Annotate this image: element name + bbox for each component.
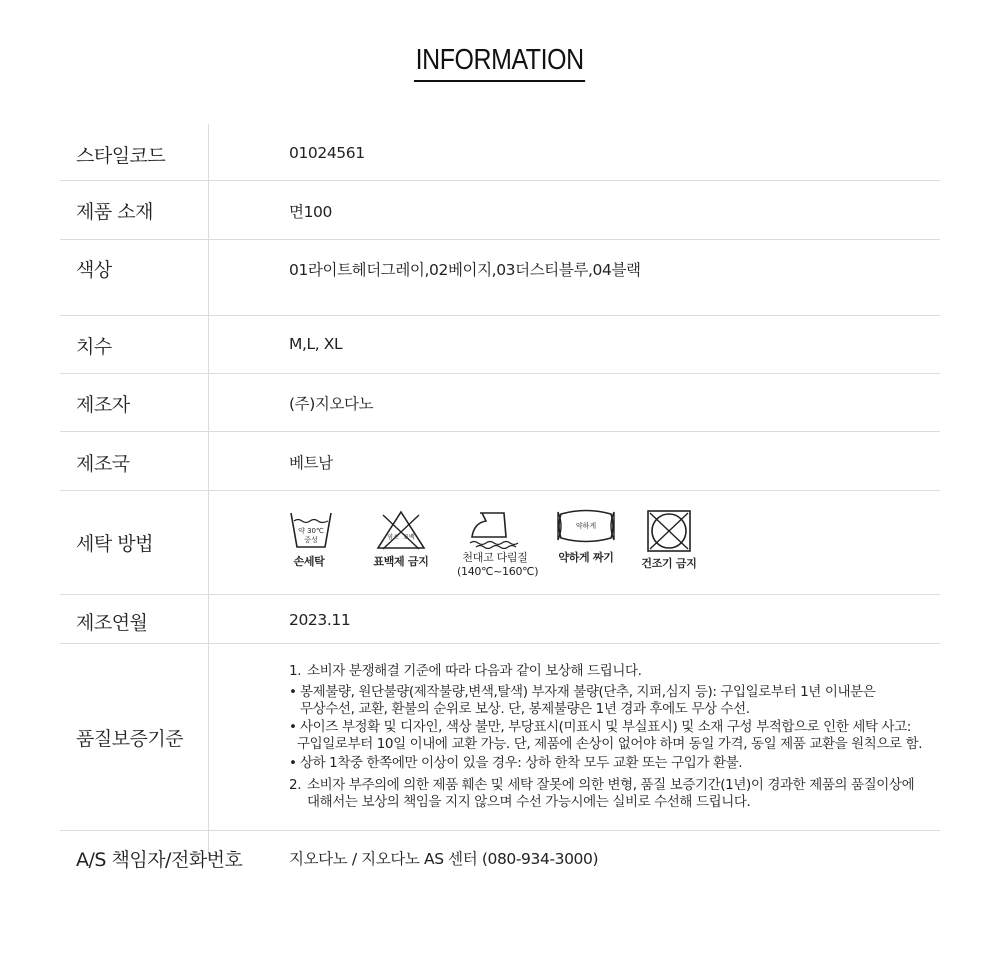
svg-text:염소: 염소 [387,534,399,541]
warranty-bullet-1: • 봉제불량, 원단불량(제작불량,변색,탈색) 부자재 불량(단추, 지퍼,심지 등): 구입일로부터 1년 이내분은 무상수선, 교환, 환불의 순위로 보상. 단, 봉제불량은 1년 경과 후에도 무상 수선. [289,684,876,717]
care-gentle-wring [555,509,617,565]
warranty-bullet-3: • 상하 1착중 한쪽에만 이상이 있을 경우: 상하 한착 모두 교환 또는 구입가 환불. [289,755,743,771]
row-style-code [60,124,940,181]
iron-icon [462,509,528,549]
no-tumble-dry-icon [646,509,692,553]
size-label: 치수 [76,336,112,358]
row-warranty [60,644,940,831]
no-bleach-icon [375,509,427,551]
page-title: INFORMATION [414,44,585,82]
care-hand-wash [289,509,329,569]
color-label: 색상 [76,259,112,281]
style-code-value: 01024561 [289,144,365,162]
info-table [60,124,940,871]
row-wash [60,491,940,595]
as-label: A/S 책임자/전화번호 [76,849,243,871]
row-as [60,831,940,871]
gentle-wring-caption: 약하게 짜기 [558,551,614,564]
gentle-wring-icon [555,509,617,543]
country-label: 제조국 [76,453,130,475]
care-iron [457,509,539,579]
svg-text:중성: 중성 [304,536,318,544]
svg-text:약 30℃: 약 30℃ [298,527,324,535]
svg-text:표백: 표백 [403,534,415,541]
style-code-label: 스타일코드 [76,145,166,167]
warranty-label: 품질보증기준 [76,728,184,750]
care-no-bleach [373,509,429,569]
warranty-bullet-2: • 사이즈 부정확 및 디자인, 색상 불만, 부당표시(미표시 및 부실표시) 및 소재 구성 부적합으로 인한 세탁 사고: 구입일로부터 10일 이내에 교환 가능. 단, 제품에 손상이 없어야 하며 동일 가격, 동일 제품 교환을 원칙으로 함. [289,719,923,752]
maker-value: (주)지오다노 [289,395,374,413]
iron-caption: 천대고 다림질 [462,551,528,564]
country-value: 베트남 [289,454,333,472]
row-country [60,432,940,491]
warranty-item-2: 2. 소비자 부주의에 의한 제품 훼손 및 세탁 잘못에 의한 변형, 품질 보증기간(1년)이 경과한 제품의 품질이상에 대해서는 보상의 책임을 지지 않으며 수선 가능시에는 실비로 수선해 드립니다. [289,777,915,810]
size-value: M,L, XL [289,335,343,353]
row-date [60,595,940,644]
row-material [60,181,940,240]
warranty-item-1: 1. 소비자 분쟁해결 기준에 따라 다음과 같이 보상해 드립니다. [289,663,642,679]
row-size [60,316,940,374]
warranty-text [289,662,922,811]
color-value: 01라이트헤더그레이,02베이지,03더스티블루,04블랙 [289,261,641,279]
maker-label: 제조자 [76,394,130,416]
material-value: 면100 [289,203,332,221]
row-maker [60,374,940,432]
title-wrap [0,44,1000,82]
no-bleach-caption: 표백제 금지 [373,555,429,568]
date-value: 2023.11 [289,611,351,629]
hand-wash-caption: 손세탁 [293,555,325,568]
row-color [60,240,940,316]
no-tumble-caption: 건조기 금지 [641,557,697,570]
hand-wash-icon [289,509,333,549]
care-no-tumble [641,509,697,571]
iron-caption-temp: (140℃~160℃) [457,565,539,578]
material-label: 제품 소재 [76,201,153,223]
as-value: 지오다노 / 지오다노 AS 센터 (080-934-3000) [289,850,599,868]
date-label: 제조연월 [76,612,148,634]
wash-label: 세탁 방법 [76,533,153,555]
svg-text:약하게: 약하게 [575,522,597,530]
